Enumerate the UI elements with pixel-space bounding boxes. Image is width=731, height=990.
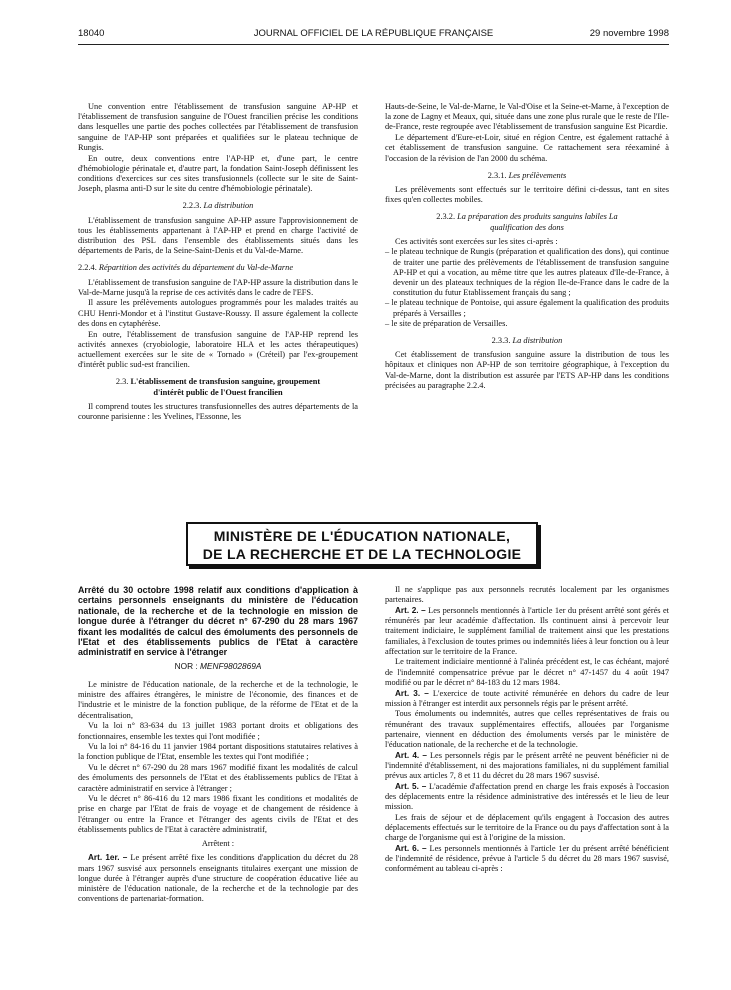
- article-label: Art. 4. –: [395, 750, 427, 760]
- paragraph: Cet établissement de transfusion sanguine assure la distribution de tous les hôpitaux et cliniques non AP-HP de son territoire géographique, à l'exception du Val-de-Marne, dont la distribution est assurée par l'ETS AP-HP dans les conditions précisées au paragraphe 2.2.4.: [385, 350, 669, 390]
- paragraph: Vu la loi n° 84-16 du 11 janvier 1984 portant dispositions statutaires relatives à la fonction publique de l'Etat, ensemble les textes qui l'ont modifiée ;: [78, 742, 358, 762]
- article-label: Art. 1er. –: [88, 853, 128, 863]
- article-label: Art. 5. –: [395, 781, 427, 791]
- nor-value: MENF9802869A: [200, 660, 262, 671]
- list-item: – le plateau technique de Pontoise, qui assure également la qualification des produits préparés à Versailles ;: [385, 298, 669, 318]
- article-paragraph: [385, 689, 669, 709]
- paragraph: L'établissement de transfusion sanguine de l'AP-HP assure la distribution dans le Val-de-Marne jusqu'à la reprise de ces activités dans le cadre de l'EFS.: [78, 277, 358, 297]
- paragraph: L'établissement de transfusion sanguine AP-HP assure l'approvisionnement de tous les établissements appartenant à l'AP-HP et prend en charge l'activité de distribution des PSL dans l'ensemble des établissements situés dans les départements de Paris, de la Seine-Saint-Denis et du Val-de-Marne.: [78, 215, 358, 256]
- paragraph: Vu le décret n° 86-416 du 12 mars 1986 fixant les conditions et modalités de prise en charge par l'Etat de frais de voyage et de changement de résidence à l'étranger ou entre la France et l'étranger des agents civils de l'Etat et des établissements publics de l'Etat à caractère administratif,: [78, 794, 358, 834]
- paragraph: Tous émoluments ou indemnités, autres que celles représentatives de frais ou rémunérant des travaux supplémentaires effectifs, allouées par l'organisme partenaire, viennent en déduction des émoluments versés par le ministère de l'éducation nationale, de la recherche et de la technologie.: [385, 709, 669, 750]
- column-left-bottom: [78, 585, 358, 905]
- article-text: L'académie d'affectation prend en charge les frais exposés à l'occasion des déplacements entre la résidence administrative des intéressés et le lieu de leur mission.: [385, 781, 669, 812]
- section-title: La préparation des produits sanguins labiles La qualification des dons: [457, 212, 618, 232]
- section-number: 2.2.3.: [182, 201, 202, 211]
- paragraph: Ces activités sont exercées sur les sites ci-après :: [395, 236, 558, 246]
- article-paragraph: [385, 751, 669, 782]
- section-number: 2.3.: [115, 377, 129, 387]
- section-title: L'établissement de transfusion sanguine, groupement d'intérêt public de l'Ouest francilien: [130, 377, 321, 397]
- section-title: Les prélèvements: [508, 170, 567, 180]
- section-number: 2.3.1.: [487, 170, 507, 180]
- journal-title: JOURNAL OFFICIEL DE LA RÉPUBLIQUE FRANÇAISE: [253, 28, 494, 39]
- article-paragraph: [78, 853, 358, 904]
- nor-label: NOR :: [174, 660, 198, 671]
- article-text: Les personnels mentionnés à l'article 1er du présent arrêté sont gérés et rémunérés par leur académie d'affectation. Ils continuent ainsi à percevoir leur traitement indiciaire, le supplément familial de traitement ainsi que les prestations familiales, à l'exclusion de toutes primes ou indemnités liées à leur fonction ou à leur affectation sur le territoire de la France.: [385, 605, 670, 656]
- ministry-line: MINISTÈRE DE L'ÉDUCATION NATIONALE,: [213, 528, 511, 544]
- article-text: Le présent arrêté fixe les conditions d'application du décret du 28 mars 1967 susvisé aux personnels enseignants titulaires exerçant une mission de longue durée à l'étranger auprès d'une structure de coopération éducative liée au ministère de l'éducation nationale, de la recherche et de la technologie par des conventions de partenariat-formation.: [78, 853, 358, 904]
- list-item: – le plateau technique de Rungis (préparation et qualification des dons), qui continue de traiter une partie des prélèvements de l'établissement de transfusion sanguine AP-HP et qui a vocation, au même titre que les autres plateaux d'Ile-de-France, à devenir un des plateaux techniques de la région Ile-de-France dans le cadre de la constitution du futur Etablissement français du sang ;: [385, 247, 669, 298]
- section-heading: [385, 212, 669, 232]
- paragraph: Le département d'Eure-et-Loir, situé en région Centre, est également rattaché à cet établissement de transfusion sanguine. Ce rattachement sera réexaminé à l'occasion de la révision de l'an 2000 du schéma.: [385, 133, 669, 163]
- section-heading: [78, 263, 358, 273]
- list-item: – le site de préparation de Versailles.: [385, 319, 669, 329]
- article-text: Les personnels mentionnés à l'article 1er du présent arrêté bénéficient de l'indemnité de résidence, prévue à l'article 5 du décret du 28 mars 1967 susvisé, conformément au tableau ci-après :: [385, 844, 669, 874]
- issue-date: 29 novembre 1998: [589, 28, 669, 39]
- paragraph: Vu la loi n° 83-634 du 13 juillet 1983 portant droits et obligations des fonctionnaires, ensemble les textes qui l'ont modifiée ;: [78, 721, 358, 741]
- article-paragraph: [385, 606, 669, 657]
- paragraph: Il ne s'applique pas aux personnels recrutés localement par les organismes partenaires.: [385, 585, 669, 605]
- article-text: L'exercice de toute activité rémunérée en dehors du cadre de leur mission à l'étranger est interdit aux personnels régis par le présent arrêté.: [385, 688, 669, 708]
- decree-title: Arrêté du 30 octobre 1998 relatif aux conditions d'application à certains personnels enseignants du ministère de l'éducation nationale, de la recherche et de la technologie en mission de longue durée à l'étranger du décret n° 67-290 du 28 mars 1967 fixant les modalités de calcul des émoluments des personnels de l'Etat et des établissements publics de l'Etat à caractère administratif en service à l'étranger: [78, 585, 358, 658]
- article-paragraph: [385, 844, 669, 875]
- article-label: Art. 2. –: [395, 605, 426, 615]
- article-paragraph: [385, 782, 669, 813]
- column-right-top: [385, 102, 669, 392]
- paragraph: Les prélèvements sont effectués sur le territoire défini ci-dessus, tant en sites fixes qu'en collectes mobiles.: [385, 184, 669, 205]
- section-number: 2.2.4.: [78, 263, 97, 273]
- column-left-top: [78, 102, 358, 423]
- article-text: Les personnels régis par le présent arrêté ne peuvent bénéficier ni de l'indemnité d'établissement, ni des majorations familiales, ni du supplément familial prévus aux articles 7, 8 et 11 du décret du 28 mars 1967 susvisé.: [385, 750, 669, 781]
- section-number: 2.3.3.: [491, 336, 511, 346]
- paragraph: Hauts-de-Seine, le Val-de-Marne, le Val-d'Oise et la Seine-et-Marne, à l'exception de la zone de Lagny et Meaux, qui, située dans une zone plus rurale que le reste de l'Ile-de-France, reste regroupée avec l'établissement de transfusion sanguine Est Picardie.: [385, 102, 669, 132]
- ministry-banner: [186, 522, 538, 566]
- paragraph: Le traitement indiciaire mentionné à l'alinéa précédent est, le cas échéant, majoré de l'indemnité compensatrice prévue par le décret n° 47-1457 du 4 août 1947 modifié ou par le décret n° 84-183 du 12 mars 1984.: [385, 657, 669, 687]
- paragraph: En outre, deux conventions entre l'AP-HP et, d'une part, le centre d'hémobiologie périnatale et, d'autre part, la fondation Saint-Joseph définissent les conditions d'exercices sur ces sites transfusionnels (collecte sur le site de Saint-Joseph, plasma anti-D sur le site du centre d'hémobiologie périnatale).: [78, 153, 358, 194]
- section-title: La distribution: [512, 336, 563, 346]
- paragraph: Il comprend toutes les structures transfusionnelles des autres départements de la couronne parisienne : les Yvelines, l'Essonne, les: [78, 401, 358, 421]
- paragraph: Vu le décret n° 67-290 du 28 mars 1967 modifié fixant les modalités de calcul des émoluments des personnels de l'Etat et des établissements publics de l'Etat à caractère administratif en service à l'étranger ;: [78, 763, 358, 793]
- section-heading: [385, 336, 669, 346]
- column-right-bottom: [385, 585, 669, 875]
- paragraph: Il assure les prélèvements autologues programmés pour les malades traités au CHU Henri-Mondor et à l'institut Gustave-Roussy. Il assure également la collecte des dons en cytaphérèse.: [78, 298, 358, 328]
- section-heading: [78, 377, 358, 397]
- nor-reference: [78, 661, 358, 671]
- section-heading: [78, 201, 358, 211]
- section-heading: [385, 171, 669, 181]
- paragraph: En outre, l'établissement de transfusion sanguine de l'AP-HP reprend les activités annexes (cryobiologie, laboratoire HLA et les actes thérapeutiques) actuellement exercées sur le site de « Tornado » (Créteil) par l'ex-groupement d'intérêt public sud-est francilien.: [78, 329, 358, 370]
- site-list: [385, 247, 669, 329]
- paragraph: Le ministre de l'éducation nationale, de la recherche et de la technologie, le ministre des affaires étrangères, le ministre de l'économie, des finances et de l'industrie et le ministre de la fonction publique, de la réforme de l'Etat et de la décentralisation,: [78, 680, 358, 720]
- paragraph: Une convention entre l'établissement de transfusion sanguine AP-HP et l'établissement de transfusion sanguine de l'Ouest francilien précise les conditions dans lesquelles une partie des poches collectées par l'établissement de transfusion sanguine de l'AP-HP sont préparées et qualifiées sur le plateau technique de Rungis.: [78, 102, 358, 152]
- page-header: [78, 28, 669, 42]
- ministry-line: DE LA RECHERCHE ET DE LA TECHNOLOGIE: [202, 546, 522, 562]
- article-label: Art. 3. –: [395, 688, 429, 698]
- header-rule: [78, 44, 669, 45]
- page-number: 18040: [78, 28, 105, 39]
- paragraph: Les frais de séjour et de déplacement qu'ils engagent à l'occasion des autres déplacements effectués sur le territoire de la France ou du pays d'affectation sont à la charge de l'organisme qui est à l'origine de la mission.: [385, 812, 669, 843]
- arretent-label: Arrêtent :: [201, 839, 235, 849]
- section-title: Répartition des activités du département du Val-de-Marne: [98, 263, 294, 273]
- section-number: 2.3.2.: [436, 212, 456, 222]
- article-label: Art. 6. –: [395, 844, 427, 854]
- section-title: La distribution: [203, 201, 254, 211]
